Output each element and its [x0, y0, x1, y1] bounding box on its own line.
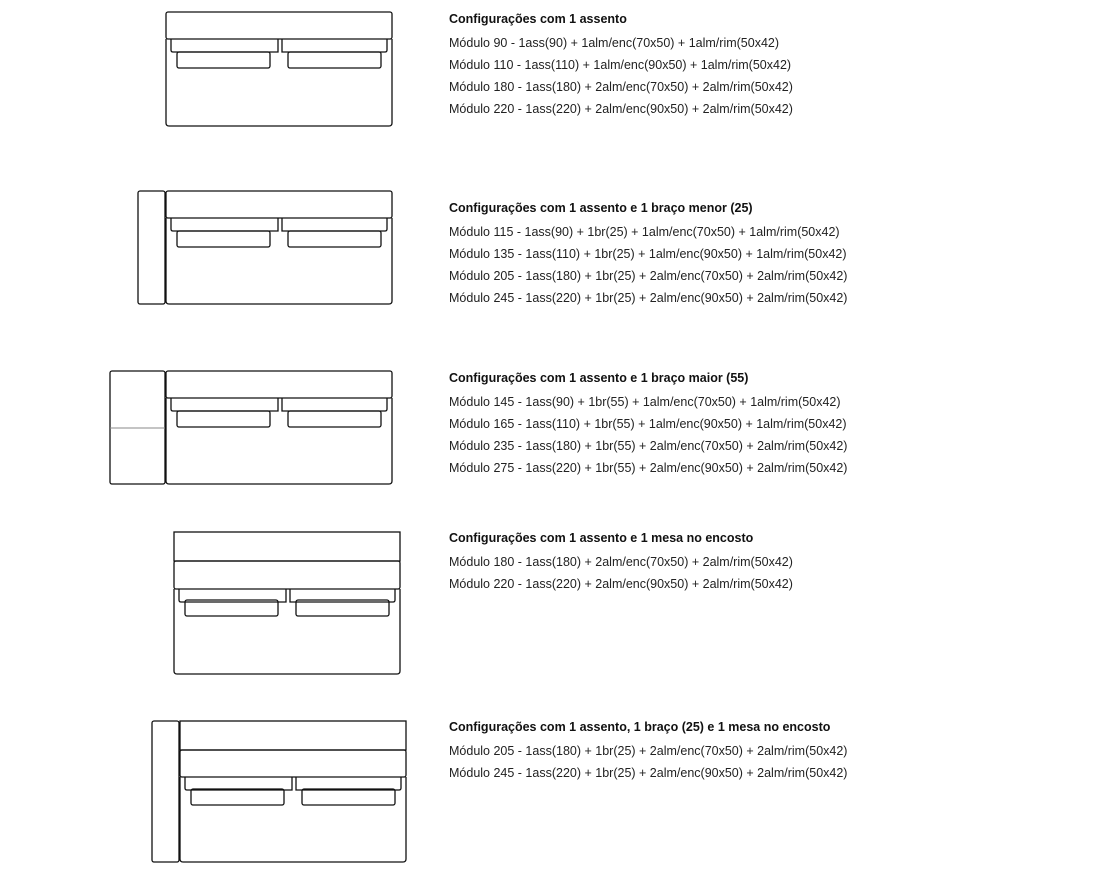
- config-block-back-table: [449, 529, 1089, 595]
- module-item: Módulo 245 - 1ass(220) + 1br(25) + 2alm/enc(90x50) + 2alm/rim(50x42): [449, 291, 848, 305]
- module-item: Módulo 110 - 1ass(110) + 1alm/enc(90x50) + 1alm/rim(50x42): [449, 58, 792, 72]
- module-list: [449, 551, 1089, 595]
- config-block-large-arm: [449, 369, 1089, 479]
- module-item: Módulo 180 - 1ass(180) + 2alm/enc(70x50) + 2alm/rim(50x42): [449, 555, 793, 569]
- module-item: Módulo 220 - 1ass(220) + 2alm/enc(90x50) + 2alm/rim(50x42): [449, 102, 793, 116]
- backrest: [180, 750, 406, 777]
- back-table: [180, 721, 406, 750]
- config-title: Configurações com 1 assento: [449, 12, 627, 26]
- module-list: [449, 391, 1089, 479]
- module-list: [449, 740, 1089, 784]
- module-list: [449, 32, 1089, 120]
- module-item: Módulo 205 - 1ass(180) + 1br(25) + 2alm/enc(70x50) + 2alm/rim(50x42): [449, 269, 848, 283]
- back-cushion-right: [296, 777, 401, 790]
- config-title: Configurações com 1 assento e 1 mesa no encosto: [449, 531, 754, 545]
- module-item: Módulo 115 - 1ass(90) + 1br(25) + 1alm/enc(70x50) + 1alm/rim(50x42): [449, 225, 840, 239]
- module-item: Módulo 275 - 1ass(220) + 1br(55) + 2alm/enc(90x50) + 2alm/rim(50x42): [449, 461, 848, 475]
- config-title: Configurações com 1 assento e 1 braço menor (25): [449, 201, 753, 215]
- config-block-small-arm: [449, 199, 1089, 309]
- small-armrest: [152, 721, 179, 862]
- module-list: [449, 221, 1089, 309]
- back-cushion-left: [185, 777, 292, 790]
- module-item: Módulo 135 - 1ass(110) + 1br(25) + 1alm/enc(90x50) + 1alm/rim(50x42): [449, 247, 847, 261]
- module-item: Módulo 235 - 1ass(180) + 1br(55) + 2alm/enc(70x50) + 2alm/rim(50x42): [449, 439, 848, 453]
- config-title: Configurações com 1 assento, 1 braço (25) e 1 mesa no encosto: [449, 720, 831, 734]
- module-item: Módulo 245 - 1ass(220) + 1br(25) + 2alm/enc(90x50) + 2alm/rim(50x42): [449, 766, 848, 780]
- config-block-1-seat: [449, 10, 1089, 120]
- module-item: Módulo 205 - 1ass(180) + 1br(25) + 2alm/enc(70x50) + 2alm/rim(50x42): [449, 744, 848, 758]
- module-item: Módulo 165 - 1ass(110) + 1br(55) + 1alm/enc(90x50) + 1alm/rim(50x42): [449, 417, 847, 431]
- config-title: Configurações com 1 assento e 1 braço maior (55): [449, 371, 749, 385]
- lumbar-cushion-left: [191, 789, 284, 805]
- module-item: Módulo 180 - 1ass(180) + 2alm/enc(70x50) + 2alm/rim(50x42): [449, 80, 793, 94]
- lumbar-cushion-right: [302, 789, 395, 805]
- module-item: Módulo 90 - 1ass(90) + 1alm/enc(70x50) + 1alm/rim(50x42): [449, 36, 780, 50]
- module-item: Módulo 220 - 1ass(220) + 2alm/enc(90x50) + 2alm/rim(50x42): [449, 577, 793, 591]
- config-block-arm-back-table: [449, 718, 1089, 784]
- module-item: Módulo 145 - 1ass(90) + 1br(55) + 1alm/enc(70x50) + 1alm/rim(50x42): [449, 395, 841, 409]
